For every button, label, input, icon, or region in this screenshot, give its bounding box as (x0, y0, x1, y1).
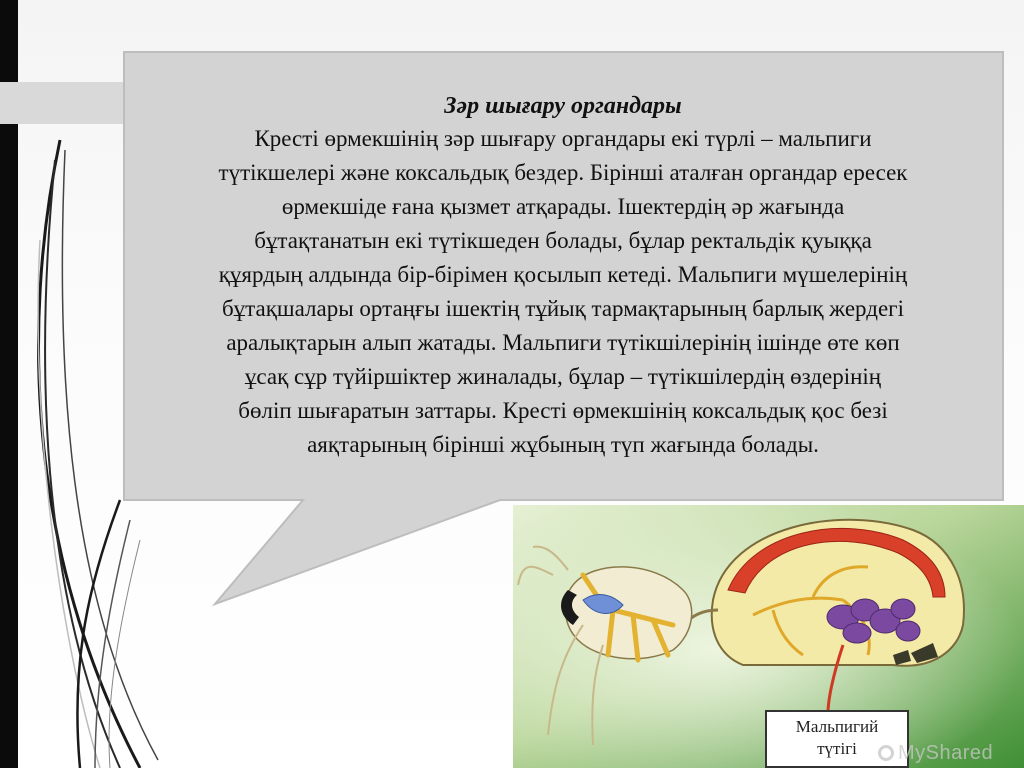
bubble-text (134, 90, 992, 462)
body-line: аралықтарын алып жатады. Мальпиги түтікшілерінің ішінде өте көп (226, 330, 900, 355)
slide-body (134, 122, 992, 462)
body-line: түтікшелері және коксальдық бездер. Бірінші аталған органдар ересек (218, 160, 908, 185)
body-line: құярдың алдында бір-бірімен қосылып кетеді. Мальпиги мүшелерінің (218, 262, 908, 287)
watermark-logo-icon (878, 745, 894, 761)
body-line: бөліп шығаратын заттары. Кресті өрмекшінің коксальдық қос безі (238, 398, 888, 423)
body-line: өрмекшіде ғана қызмет атқарады. Ішектердің әр жағында (281, 194, 845, 219)
body-line: ұсақ сұр түйіршіктер жиналады, бұлар – түтікшілердің өздерінің (244, 364, 882, 389)
body-line: бұтақтанатын екі түтікшеден болады, бұлар ректальдік қуыққа (254, 228, 872, 253)
watermark (878, 742, 993, 765)
slide-title: Зәр шығару органдары (444, 93, 682, 119)
label-line: Мальпигий (795, 717, 879, 736)
body-line: аяқтарының бірінші жұбының түп жағында болады. (307, 432, 819, 457)
body-line: Кресті өрмекшінің зәр шығару органдары екі түрлі – мальпиги (254, 126, 872, 151)
label-line: түтігі (817, 739, 857, 758)
watermark-text: MyShared (898, 742, 994, 764)
body-line: бұтақшалары ортаңғы ішектің тұйық тармақтарының барлық жердегі (221, 296, 904, 321)
